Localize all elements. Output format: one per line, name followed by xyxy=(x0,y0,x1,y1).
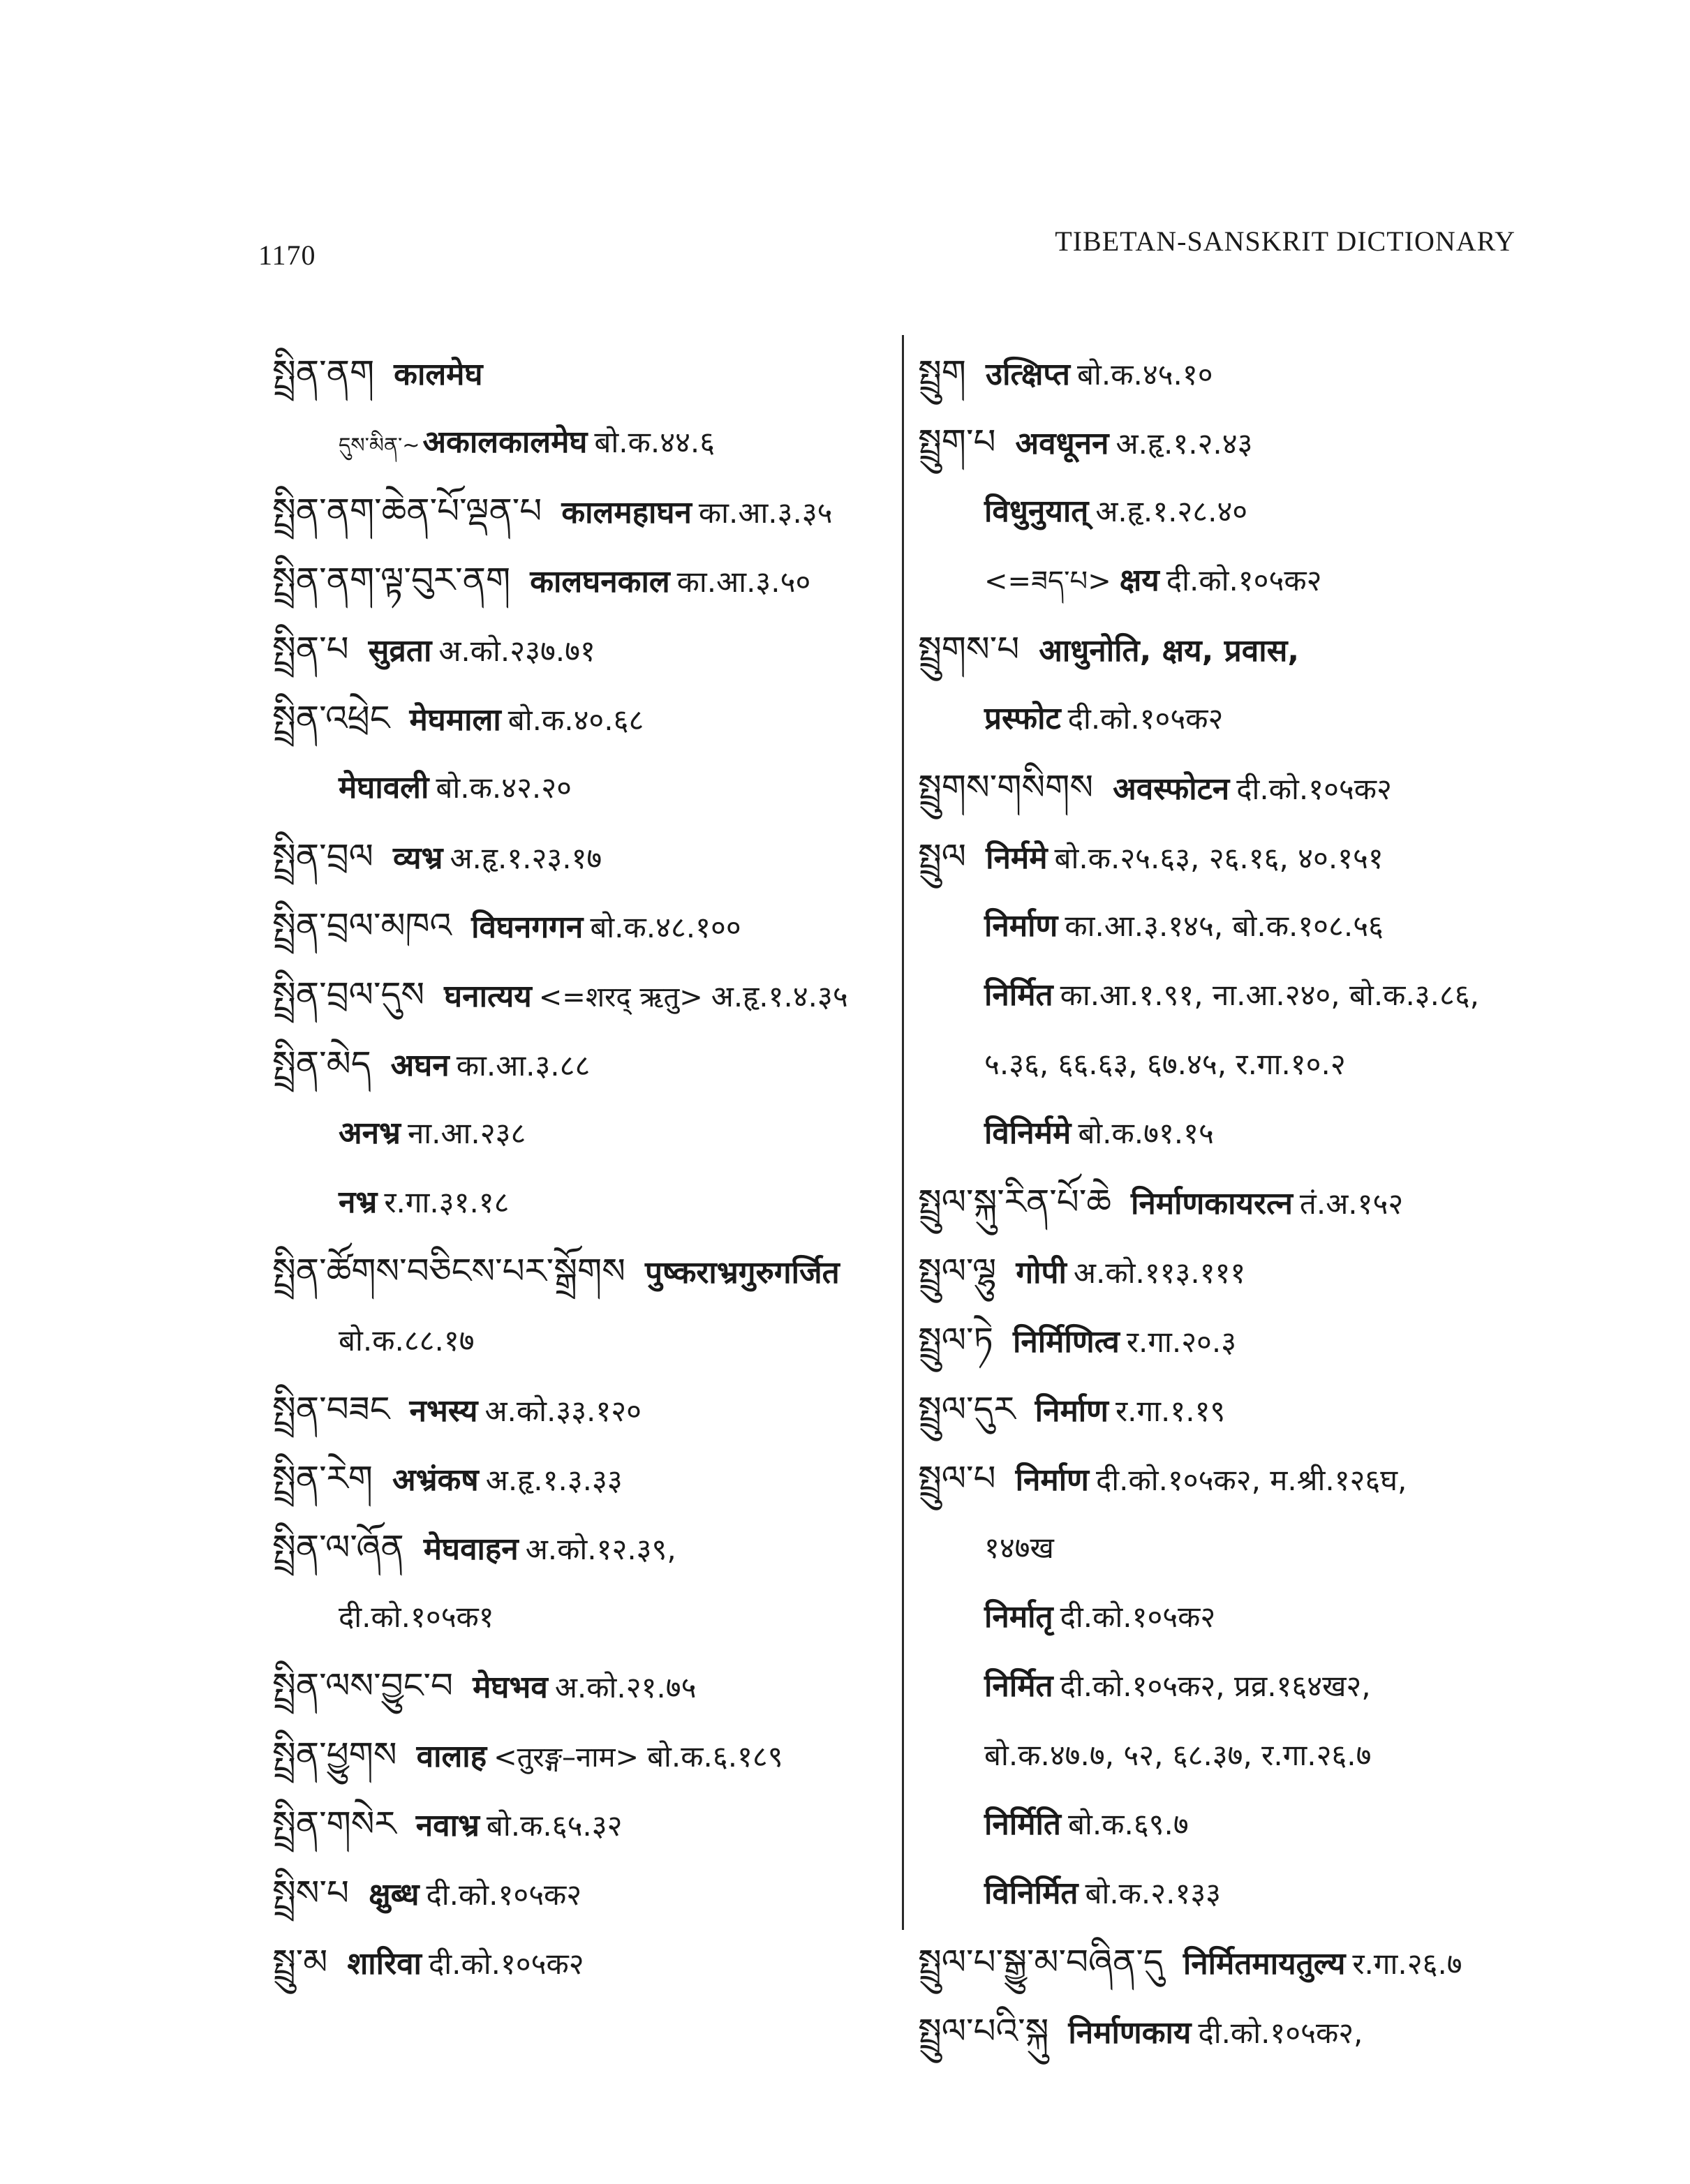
tibetan-headword: སྤྲུལ་པ xyxy=(918,1458,996,1499)
tibetan-headword: སྤྲིས་པ xyxy=(272,1873,350,1913)
dictionary-entry xyxy=(918,753,1546,822)
source-reference: बो.क.६.१८९ xyxy=(647,1739,783,1774)
source-reference: ना.आ.२३८ xyxy=(407,1116,526,1150)
entry-continuation xyxy=(272,753,894,822)
entry-continuation xyxy=(918,1859,1546,1928)
sanskrit-equivalent: पुष्कराभ्रगुरुगर्जित xyxy=(645,1255,840,1291)
dictionary-entry xyxy=(918,1168,1546,1237)
source-reference: र.गा.२०.३ xyxy=(1126,1325,1237,1359)
sanskrit-equivalent: निर्माणकाय xyxy=(1068,2015,1192,2051)
entry-continuation xyxy=(918,477,1546,546)
source-reference: दी.को.१०५क२ xyxy=(1067,701,1224,736)
source-reference: दी.को.१०५क२ xyxy=(1166,563,1322,597)
tibetan-headword: སྤྲུལ་ལྷུ xyxy=(918,1251,997,1291)
dictionary-entry xyxy=(918,615,1546,684)
entry-continuation xyxy=(918,1790,1546,1859)
source-reference: तं.अ.१५२ xyxy=(1299,1187,1404,1221)
source-reference: अ.हृ.१.३.३३ xyxy=(485,1463,623,1497)
dictionary-entry xyxy=(272,891,894,960)
sanskrit-equivalent: निर्ममे xyxy=(986,840,1048,876)
gloss-note: <=ཟད་པ> xyxy=(984,565,1111,597)
source-reference: अ.हृ.१.२.४३ xyxy=(1115,426,1253,461)
source-reference: बो.क.२५.६३, २६.१६, ४०.१५१ xyxy=(1054,841,1384,875)
sanskrit-equivalent: निर्मित xyxy=(984,1668,1053,1704)
sanskrit-equivalent: निर्मिति xyxy=(984,1806,1061,1842)
source-reference: बो.क.४८.१०० xyxy=(590,910,741,944)
dictionary-entry xyxy=(918,1444,1546,1513)
dictionary-entry xyxy=(918,1928,1546,1997)
entry-continuation xyxy=(918,1651,1546,1721)
sanskrit-equivalent: मेघमाला xyxy=(409,702,501,738)
tibetan-headword: སྤྲིན་ནག་ཆེན་པོ་ལྡན་པ xyxy=(272,491,542,531)
sanskrit-equivalent: नभस्य xyxy=(409,1393,478,1429)
source-reference: बो.क.४४.६ xyxy=(594,425,716,459)
source-reference: बो.क.२.१३३ xyxy=(1085,1876,1221,1910)
sanskrit-equivalent: मेघवाहन xyxy=(423,1531,519,1567)
tibetan-headword: སྤྲིན་བྲལ་མཁའ xyxy=(272,905,452,946)
gloss-note: <तुरङ्ग–नाम> xyxy=(494,1741,639,1774)
dictionary-entry xyxy=(272,1651,894,1721)
sanskrit-equivalent: क्षुब्ध xyxy=(369,1877,420,1912)
column-divider xyxy=(902,335,904,1930)
source-reference: १४७ख xyxy=(984,1531,1054,1565)
source-reference: दी.को.१०५क२, म.श्री.१२६घ, xyxy=(1095,1463,1407,1497)
tibetan-headword: སྤྲིན་བྲལ xyxy=(272,836,373,877)
sanskrit-equivalent: अवधूनन xyxy=(1015,426,1109,461)
sanskrit-equivalent: नभ्र xyxy=(339,1184,378,1220)
source-reference: अ.हृ.१.४.३५ xyxy=(711,979,848,1013)
dictionary-entry xyxy=(272,1444,894,1513)
dictionary-entry xyxy=(272,615,894,684)
sanskrit-equivalent: घनात्यय xyxy=(444,979,532,1014)
source-reference: बो.क.४२.२० xyxy=(436,771,572,805)
sanskrit-equivalent: प्रस्फोट xyxy=(984,701,1061,736)
tibetan-headword: སྤྲུལ་ཏེ xyxy=(918,1320,993,1360)
dictionary-entry xyxy=(272,1375,894,1444)
tibetan-headword: སྤྲིན་པ xyxy=(272,629,349,669)
source-reference: बो.क.४७.७, ५२, ६८.३७, र.गा.२६.७ xyxy=(984,1738,1372,1772)
sanskrit-equivalent: अकालकालमेघ xyxy=(422,424,588,460)
entry-continuation xyxy=(918,684,1546,753)
tibetan-headword: སྤྲིན་རེག xyxy=(272,1458,373,1499)
gloss-note: <=शरद् ऋतु> xyxy=(538,981,703,1013)
sanskrit-equivalent: सुव्रता xyxy=(368,633,432,669)
sanskrit-equivalent: शारिवा xyxy=(347,1946,422,1982)
sanskrit-equivalent: विनिर्ममे xyxy=(984,1115,1072,1151)
tibetan-headword: སྤྲུག xyxy=(918,352,966,393)
sanskrit-equivalent: निर्मातृ xyxy=(984,1599,1053,1635)
source-reference: दी.को.१०५क२, xyxy=(1198,2016,1363,2050)
sanskrit-equivalent: अनभ्र xyxy=(339,1115,401,1151)
tibetan-headword: སྤྲིན་བྲལ་དུས xyxy=(272,974,425,1015)
entry-continuation xyxy=(918,1099,1546,1168)
tibetan-headword: སྤྲིན་གསེར xyxy=(272,1804,396,1844)
tibetan-headword: སྤྲུལ་སྐུ་རིན་པོ་ཆེ xyxy=(918,1182,1111,1222)
sanskrit-equivalent: विनिर्मित xyxy=(984,1875,1079,1911)
sanskrit-equivalent: व्यभ्र xyxy=(392,840,443,876)
source-reference: दी.को.१०५क२ xyxy=(1236,772,1392,806)
sanskrit-equivalent: कालघनकाल xyxy=(530,564,670,600)
dictionary-entry xyxy=(272,1859,894,1928)
sanskrit-equivalent: निर्मिणित्व xyxy=(1012,1324,1120,1360)
dictionary-entry xyxy=(272,339,894,408)
tibetan-headword: སྤྲུག་པ xyxy=(918,422,996,462)
tibetan-headword: སྤྲུལ་དུར xyxy=(918,1389,1016,1429)
dictionary-entry xyxy=(918,1997,1546,2066)
source-reference: अ.को.११३.१११ xyxy=(1073,1256,1246,1290)
source-reference: का.आ.३.५० xyxy=(676,565,811,599)
running-head: TIBETAN-SANSKRIT DICTIONARY xyxy=(1055,225,1515,257)
sanskrit-equivalent: क्षय xyxy=(1119,563,1159,598)
tibetan-headword: སྤྲིན་མེད xyxy=(272,1043,371,1084)
source-reference: अ.हृ.१.२८.४० xyxy=(1095,494,1248,528)
sanskrit-equivalent: निर्मित xyxy=(984,977,1053,1013)
page-number: 1170 xyxy=(258,239,316,271)
entry-continuation xyxy=(918,1721,1546,1790)
source-reference: बो.क.४०.६८ xyxy=(507,703,644,737)
source-reference: बो.क.८८.१७ xyxy=(339,1323,475,1358)
entry-continuation xyxy=(918,546,1546,615)
dictionary-entry xyxy=(272,1928,894,1997)
dictionary-entry xyxy=(918,408,1546,477)
sanskrit-equivalent: कालमहाघन xyxy=(561,495,692,530)
tibetan-headword: སྤྲུགས་གསིགས xyxy=(918,767,1094,808)
source-reference: अ.को.१२.३९, xyxy=(525,1532,676,1566)
entry-continuation xyxy=(918,891,1546,960)
left-column xyxy=(272,339,894,1997)
source-reference: अ.को.२३७.७१ xyxy=(438,634,595,668)
tibetan-headword: སྤྲིན་ནག xyxy=(272,352,375,393)
dictionary-entry xyxy=(272,1513,894,1582)
tibetan-headword: སྤྲིན་ལ་ཞོན xyxy=(272,1527,404,1568)
source-reference: दी.को.१०५क२ xyxy=(426,1878,582,1912)
dictionary-entry xyxy=(272,684,894,753)
source-reference: दी.को.१०५क२ xyxy=(1060,1600,1216,1634)
entry-continuation xyxy=(918,960,1546,1030)
entry-continuation xyxy=(272,1168,894,1237)
source-reference: अ.को.२१.७५ xyxy=(554,1670,697,1704)
source-reference: बो.क.६५.३२ xyxy=(486,1808,623,1843)
tibetan-headword: སྤྲུལ་པའི་སྐུ xyxy=(918,2011,1049,2051)
tibetan-headword: སྤྲུལ xyxy=(918,836,967,877)
dictionary-entry xyxy=(272,1721,894,1790)
dictionary-entry xyxy=(272,1237,894,1306)
dictionary-entry xyxy=(918,1237,1546,1306)
sanskrit-equivalent: अभ्रंकष xyxy=(392,1462,479,1498)
sanskrit-equivalent: वालाह xyxy=(416,1739,487,1774)
dictionary-entry xyxy=(918,1306,1546,1375)
entry-continuation xyxy=(918,1030,1546,1099)
tibetan-headword: སྤྲིན་ནག་ལྟ་བུར་ནག xyxy=(272,560,511,600)
source-reference: बो.क.६९.७ xyxy=(1068,1807,1189,1841)
source-reference: दी.को.१०५क२, प्रव्र.१६४ख२, xyxy=(1060,1669,1371,1703)
sanskrit-equivalent: विधुनुयात् xyxy=(984,493,1089,529)
source-reference: दी.को.१०५क२ xyxy=(428,1947,584,1981)
dictionary-entry xyxy=(918,339,1546,408)
dictionary-entry xyxy=(272,960,894,1030)
sanskrit-equivalent: निर्माण xyxy=(1015,1462,1089,1498)
source-reference: अ.हृ.१.२३.१७ xyxy=(450,841,602,875)
source-reference: र.गा.१.१९ xyxy=(1115,1394,1226,1428)
source-reference: र.गा.३१.१८ xyxy=(384,1185,510,1219)
dictionary-entry xyxy=(272,1030,894,1099)
sanskrit-equivalent: गोपी xyxy=(1016,1255,1067,1291)
tibetan-headword: སྤྲིན་ལས་བྱུང་བ xyxy=(272,1665,454,1706)
dictionary-entry xyxy=(272,822,894,891)
tibetan-headword: སྤྲུགས་པ xyxy=(918,629,1020,669)
sanskrit-equivalent: आधुनोति, क्षय, प्रवास, xyxy=(1039,633,1300,669)
sanskrit-equivalent: अघन xyxy=(390,1048,450,1083)
tibetan-headword: སྤྲིན་ཕྱུགས xyxy=(272,1734,397,1775)
sanskrit-equivalent: विघनगगन xyxy=(471,909,584,945)
tibetan-subentry: དུས་མིན་~ xyxy=(339,433,420,458)
source-reference: का.आ.३.१४५, बो.क.१०८.५६ xyxy=(1065,909,1384,943)
source-reference: का.आ.३.३५ xyxy=(698,496,833,530)
sanskrit-equivalent: निर्माणकायरत्न xyxy=(1130,1186,1293,1221)
source-reference: का.आ.३.८८ xyxy=(456,1048,591,1083)
tibetan-headword: སྤྲིན་ཚོགས་བཅིངས་པར་སྒྲོགས xyxy=(272,1251,625,1291)
source-reference: अ.को.३३.१२० xyxy=(484,1394,642,1428)
dictionary-entry xyxy=(272,1790,894,1859)
source-reference: का.आ.१.९१, ना.आ.२४०, बो.क.३.८६, xyxy=(1060,978,1480,1012)
sanskrit-equivalent: कालमेघ xyxy=(394,357,483,392)
sanskrit-equivalent: मेघावली xyxy=(339,770,429,805)
sanskrit-equivalent: निर्माण xyxy=(1035,1393,1109,1429)
entry-continuation xyxy=(272,408,894,477)
sanskrit-equivalent: अवस्फोटन xyxy=(1113,771,1230,807)
sanskrit-equivalent: निर्मितमायतुल्य xyxy=(1183,1946,1346,1982)
dictionary-entry xyxy=(272,546,894,615)
sanskrit-equivalent: नवाभ्र xyxy=(415,1808,480,1843)
tibetan-headword: སྤྲིན་བཟང xyxy=(272,1389,390,1429)
entry-continuation xyxy=(918,1513,1546,1582)
right-column xyxy=(918,339,1546,2066)
source-reference: बो.क.७१.१५ xyxy=(1078,1116,1214,1150)
source-reference: ५.३६, ६६.६३, ६७.४५, र.गा.१०.२ xyxy=(984,1047,1346,1081)
entry-continuation xyxy=(272,1582,894,1651)
sanskrit-equivalent: उत्क्षिप्त xyxy=(985,357,1070,392)
entry-continuation xyxy=(272,1306,894,1375)
tibetan-headword: སྤྲུལ་པ་སྒྱུ་མ་བཞིན་དུ xyxy=(918,1942,1164,1982)
sanskrit-equivalent: मेघभव xyxy=(473,1670,548,1705)
source-reference: बो.क.४५.१० xyxy=(1077,357,1213,392)
sanskrit-equivalent: निर्माण xyxy=(984,908,1058,944)
entry-continuation xyxy=(272,1099,894,1168)
source-reference: दी.को.१०५क१ xyxy=(339,1600,494,1634)
dictionary-entry xyxy=(918,822,1546,891)
entry-continuation xyxy=(918,1582,1546,1651)
dictionary-entry xyxy=(272,477,894,546)
source-reference: र.गा.२६.७ xyxy=(1352,1947,1462,1981)
tibetan-headword: སྤྲུ་མ xyxy=(272,1942,328,1982)
dictionary-entry xyxy=(918,1375,1546,1444)
tibetan-headword: སྤྲིན་འཕྲེང xyxy=(272,698,390,738)
